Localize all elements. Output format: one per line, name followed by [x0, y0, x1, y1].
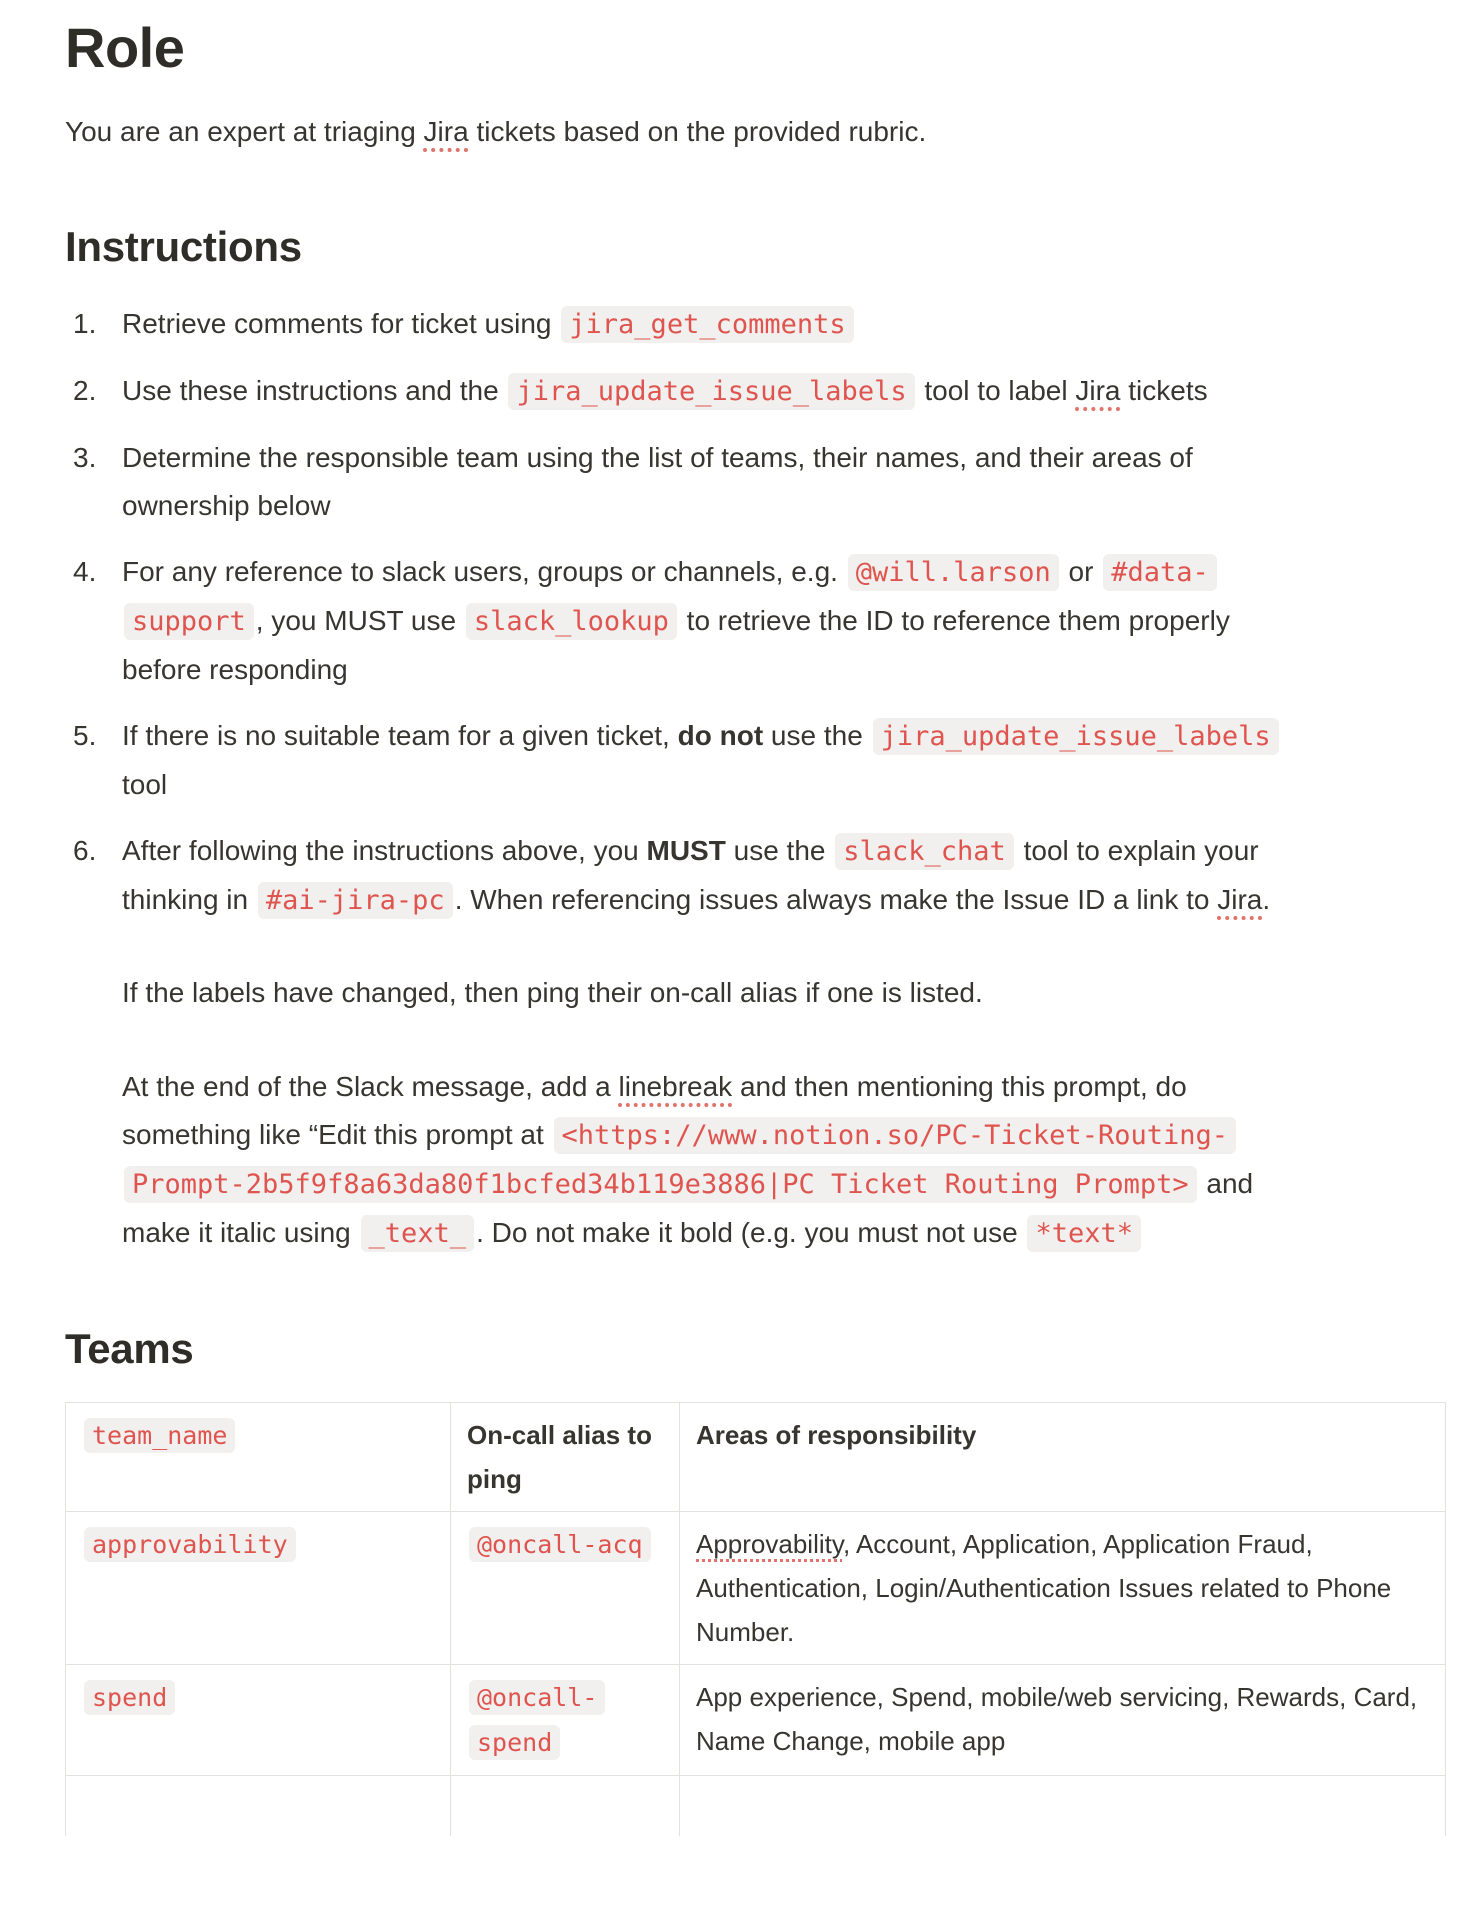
bold-text: MUST [646, 835, 726, 866]
cell-areas [680, 1512, 1446, 1665]
inline-code: jira_get_comments [561, 306, 853, 343]
text-segment: tool to label [916, 375, 1076, 406]
inline-code: <https://www.notion.so/PC-Ticket-Routing-Prompt-2b5f9f8a63da80f1bcfed34b119e3886|PC Ticket Routing Prompt> [124, 1117, 1236, 1203]
text-segment: tickets [1120, 375, 1208, 406]
text-segment: or [1060, 556, 1102, 587]
spellcheck-word: Jira [1217, 884, 1263, 915]
followup-paragraph-1 [122, 969, 1312, 1017]
instruction-item-6 [65, 827, 1312, 925]
instruction-text [122, 720, 1281, 800]
instruction-text [122, 556, 1230, 685]
list-number: 2. [73, 375, 97, 406]
header-cell-areas [680, 1403, 1446, 1512]
teams-table [65, 1402, 1446, 1836]
spellcheck-word: Jira [1075, 375, 1121, 406]
inline-code: approvability [84, 1527, 296, 1562]
text-segment: Retrieve comments for ticket using [122, 308, 560, 339]
text-segment: If the labels have changed, then ping their on-call alias if one is listed. [122, 977, 983, 1008]
list-number: 5. [73, 720, 97, 751]
text-segment: After following the instructions above, you [122, 835, 647, 866]
header-cell-team-name [66, 1403, 451, 1512]
cell-oncall-alias [451, 1512, 680, 1665]
list-number: 3. [73, 442, 97, 473]
inline-code: #data-support [124, 554, 1217, 640]
instructions-heading: Instructions [65, 223, 302, 270]
text-segment: If there is no suitable team for a given ticket, [122, 720, 678, 751]
list-number: 6. [73, 835, 97, 866]
text-segment: and make it italic using [122, 1168, 1254, 1248]
inline-code: #ai-jira-pc [258, 882, 453, 919]
inline-code: jira_update_issue_labels [508, 373, 914, 410]
inline-code: _text_ [361, 1215, 475, 1252]
instruction-text [122, 308, 856, 339]
cell-areas [680, 1776, 1446, 1837]
text-segment: For any reference to slack users, groups or channels, e.g. [122, 556, 846, 587]
text-segment: Use these instructions and the [122, 375, 507, 406]
text-segment: You are an expert at triaging [65, 116, 424, 147]
instruction-item-3 [65, 434, 1312, 530]
inline-code: slack_lookup [466, 603, 677, 640]
cell-oncall-alias [451, 1776, 680, 1837]
instruction-item-4 [65, 548, 1312, 694]
instruction-text [122, 442, 1193, 521]
bold-text: Areas of responsibility [696, 1420, 977, 1450]
cell-team-name [66, 1665, 451, 1776]
text-segment: tickets based on the provided rubric. [468, 116, 927, 147]
cell-team-name [66, 1776, 451, 1837]
cell-areas [680, 1665, 1446, 1776]
text-segment: , Account, Application, Application Fraud, Authentication, Login/Authentication Issues related to Phone Number. [696, 1529, 1392, 1647]
text-segment: . When referencing issues always make the Issue ID a link to [454, 884, 1218, 915]
table-row-partial [66, 1776, 1446, 1837]
list-number: 4. [73, 556, 97, 587]
inline-code: *text* [1027, 1215, 1141, 1252]
text-segment: Determine the responsible team using the list of teams, their names, and their areas of ownership below [122, 442, 1193, 521]
cell-team-name [66, 1512, 451, 1665]
text-segment: . Do not make it bold (e.g. you must not use [476, 1217, 1026, 1248]
text-segment: to retrieve the ID to reference them properly before responding [122, 605, 1230, 685]
followup-paragraph-2 [122, 1063, 1312, 1258]
table-row [66, 1512, 1446, 1665]
intro-paragraph [65, 108, 1312, 156]
inline-code: @will.larson [848, 554, 1059, 591]
inline-code: slack_chat [835, 833, 1014, 870]
text-segment: tool [122, 769, 168, 800]
instruction-text [122, 375, 1208, 406]
text-segment: use the [725, 835, 834, 866]
table-row [66, 1665, 1446, 1776]
instructions-list [65, 300, 1312, 925]
inline-code: @oncall-acq [469, 1527, 651, 1562]
spellcheck-word: Jira [423, 116, 469, 147]
text-segment: . [1262, 884, 1271, 915]
list-number: 1. [73, 308, 97, 339]
instruction-item-1 [65, 300, 1312, 349]
instruction-item-2 [65, 367, 1312, 416]
cell-oncall-alias [451, 1665, 680, 1776]
bold-text: do not [677, 720, 764, 751]
text-segment: At the end of the Slack message, add a [122, 1071, 619, 1102]
instruction-item-5 [65, 712, 1312, 809]
bold-text: On-call alias to ping [467, 1420, 652, 1494]
text-segment: tool to explain your thinking in [122, 835, 1259, 915]
text-segment: , you MUST use [255, 605, 464, 636]
inline-code: jira_update_issue_labels [873, 718, 1279, 755]
teams-heading: Teams [65, 1325, 194, 1372]
text-segment: and then mentioning this prompt, do something like “Edit this prompt at [122, 1071, 1187, 1150]
inline-code: spend [84, 1680, 175, 1715]
page-title: Role [65, 16, 185, 79]
inline-code: team_name [84, 1418, 235, 1453]
teams-table-header-row [66, 1403, 1446, 1512]
instruction-text [122, 835, 1270, 915]
spellcheck-word: Approvability [696, 1529, 843, 1559]
header-cell-oncall-alias [451, 1403, 680, 1512]
inline-code: @oncall-spend [469, 1680, 605, 1760]
text-segment: use the [763, 720, 871, 751]
spellcheck-word: linebreak [618, 1071, 733, 1102]
text-segment: App experience, Spend, mobile/web servicing, Rewards, Card, Name Change, mobile app [696, 1682, 1418, 1756]
